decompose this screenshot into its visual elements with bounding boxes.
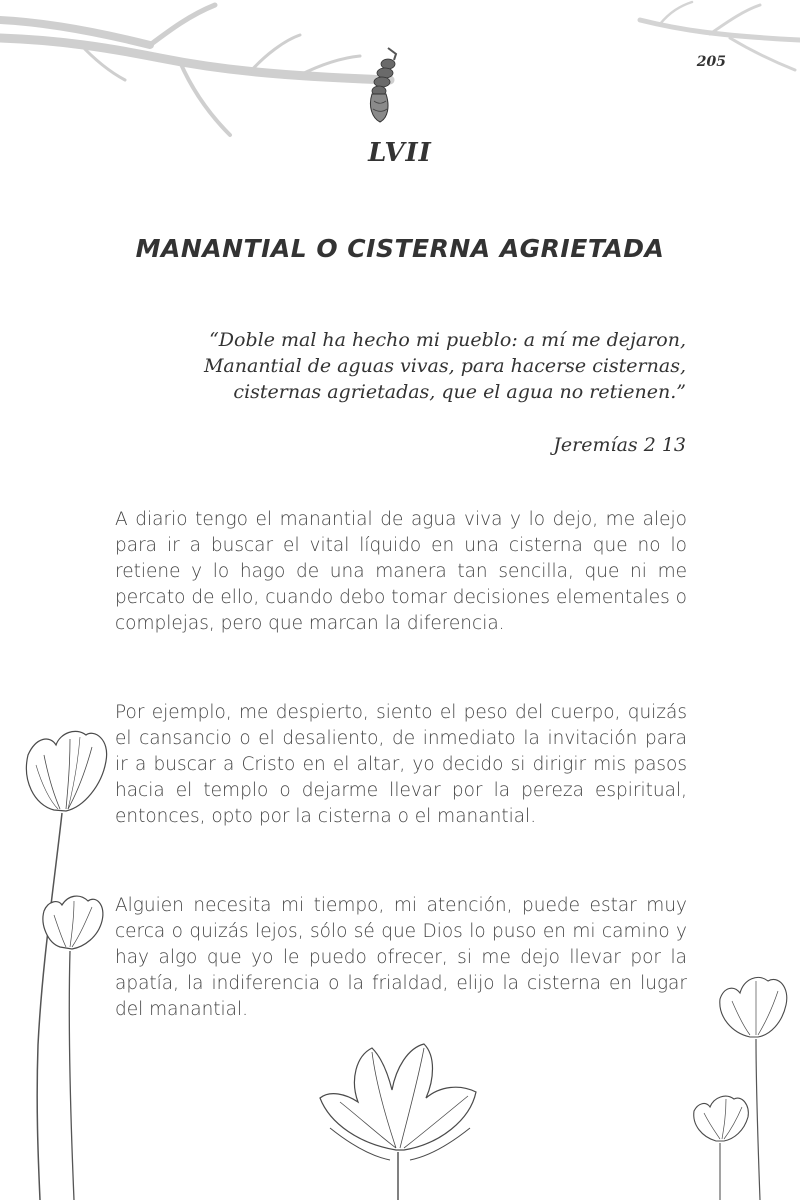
- body-paragraph: Por ejemplo, me despierto, siento el peso del cuerpo, quizás el cansancio o el desaliento, de inmediato la invitación para ir a buscar a Cristo en el altar, yo decido si dirigir mis pasos hacia el templo o dejarme llevar por la pereza espiritual, entonces, opto por la cisterna o el manantial.: [115, 702, 687, 827]
- branch-left-illustration: [0, 0, 400, 140]
- chapter-number: LVII: [368, 138, 432, 168]
- chapter-title: MANANTIAL O CISTERNA AGRIETADA: [135, 234, 665, 263]
- epigraph-quote: “Doble mal ha hecho mi pueblo: a mí me dejaron, Manantial de aguas vivas, para hacerse cisternas, cisternas agrietadas, que el agua no retienen.”: [203, 329, 686, 403]
- poppy-flower-right-illustration: [680, 965, 800, 1200]
- poppy-flower-center-illustration: [300, 1040, 500, 1200]
- poppy-flower-left-illustration: [14, 725, 124, 1200]
- body-paragraph: A diario tengo el manantial de agua viva y lo dejo, me alejo para ir a buscar el vital líquido en una cisterna que no lo retiene y lo hago de una manera tan sencilla, que ni me percato de ello, cuando debo tomar decisiones elementales o complejas, pero que marcan la diferencia.: [115, 509, 687, 634]
- page-number: 205: [696, 54, 726, 70]
- body-paragraph: Alguien necesita mi tiempo, mi atención, puede estar muy cerca o quizás lejos, sólo sé que Dios lo puso en mi camino y hay algo que yo le puedo ofrecer, si me dejo llevar por la apatía, la indiferencia o la frialdad, elijo la cisterna en lugar del manantial.: [115, 895, 687, 1020]
- epigraph-reference: Jeremías 2 13: [553, 434, 686, 456]
- cocoon-icon: [358, 46, 406, 124]
